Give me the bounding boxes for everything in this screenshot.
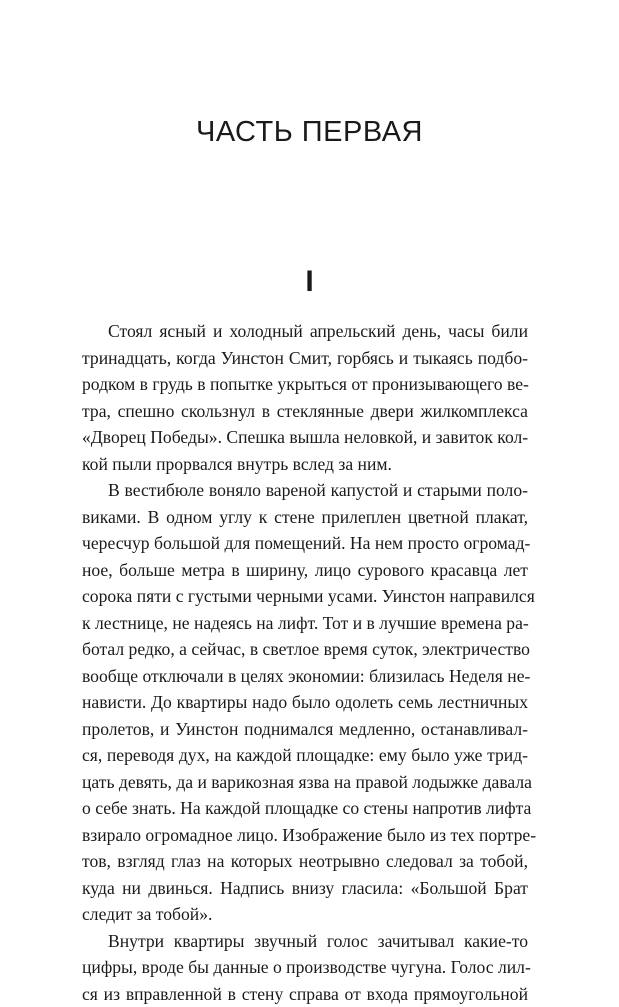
text-line: «Дворец Победы». Спешка вышла неловкой, и завиток кол- (82, 424, 528, 451)
body-text (82, 318, 528, 1007)
text-line: пролетов, и Уинстон поднимался медленно, останавливал- (82, 716, 528, 743)
text-line: кой пыли прорвался внутрь вслед за ним. (82, 451, 528, 478)
paragraph-2 (82, 477, 528, 928)
text-line: сорока пяти с густыми черными усами. Уинстон направился (82, 583, 528, 610)
text-line: взирало огромадное лицо. Изображение было из тех портре- (82, 822, 528, 849)
text-line: тов, взгляд глаз на которых неотрывно следовал за тобой, (82, 848, 528, 875)
text-line: ся, переводя дух, на каждой площадке: ему было уже трид- (82, 742, 528, 769)
text-line: нависти. До квартиры надо было одолеть семь лестничных (82, 689, 528, 716)
text-line: ся из вправленной в стену справа от входа прямоугольной (82, 981, 528, 1007)
paragraph-3 (82, 928, 528, 1007)
text-line: ное, больше метра в ширину, лицо сурового красавца лет (82, 557, 528, 584)
text-line: следит за тобой». (82, 901, 528, 928)
text-line: вообще отключали в целях экономии: близилась Неделя не- (82, 663, 528, 690)
text-line: виками. В одном углу к стене прилеплен цветной плакат, (82, 504, 528, 531)
text-line: В вестибюле воняло вареной капустой и старыми поло- (82, 477, 528, 504)
chapter-number: I (0, 262, 619, 302)
text-line: к лестнице, не надеясь на лифт. Тот и в лучшие времена ра- (82, 610, 528, 637)
text-line: тринадцать, когда Уинстон Смит, горбясь и тыкаясь подбо- (82, 345, 528, 372)
text-line: цать девять, да и варикозная язва на правой лодыжке давала (82, 769, 528, 796)
part-title: ЧАСТЬ ПЕРВАЯ (0, 112, 619, 152)
text-line: чересчур большой для помещений. На нем просто огромад- (82, 530, 528, 557)
text-line: ботал редко, а сейчас, в светлое время суток, электричество (82, 636, 528, 663)
text-line: Внутри квартиры звучный голос зачитывал какие-то (82, 928, 528, 955)
paragraph-1 (82, 318, 528, 477)
text-line: цифры, вроде бы данные о производстве чугуна. Голос лил- (82, 954, 528, 981)
text-line: о себе знать. На каждой площадке со стены напротив лифта (82, 795, 528, 822)
text-line: тра, спешно скользнул в стеклянные двери жилкомплекса (82, 398, 528, 425)
text-line: Стоял ясный и холодный апрельский день, часы били (82, 318, 528, 345)
text-line: куда ни двинься. Надпись внизу гласила: «Большой Брат (82, 875, 528, 902)
text-line: родком в грудь в попытке укрыться от пронизывающего ве- (82, 371, 528, 398)
